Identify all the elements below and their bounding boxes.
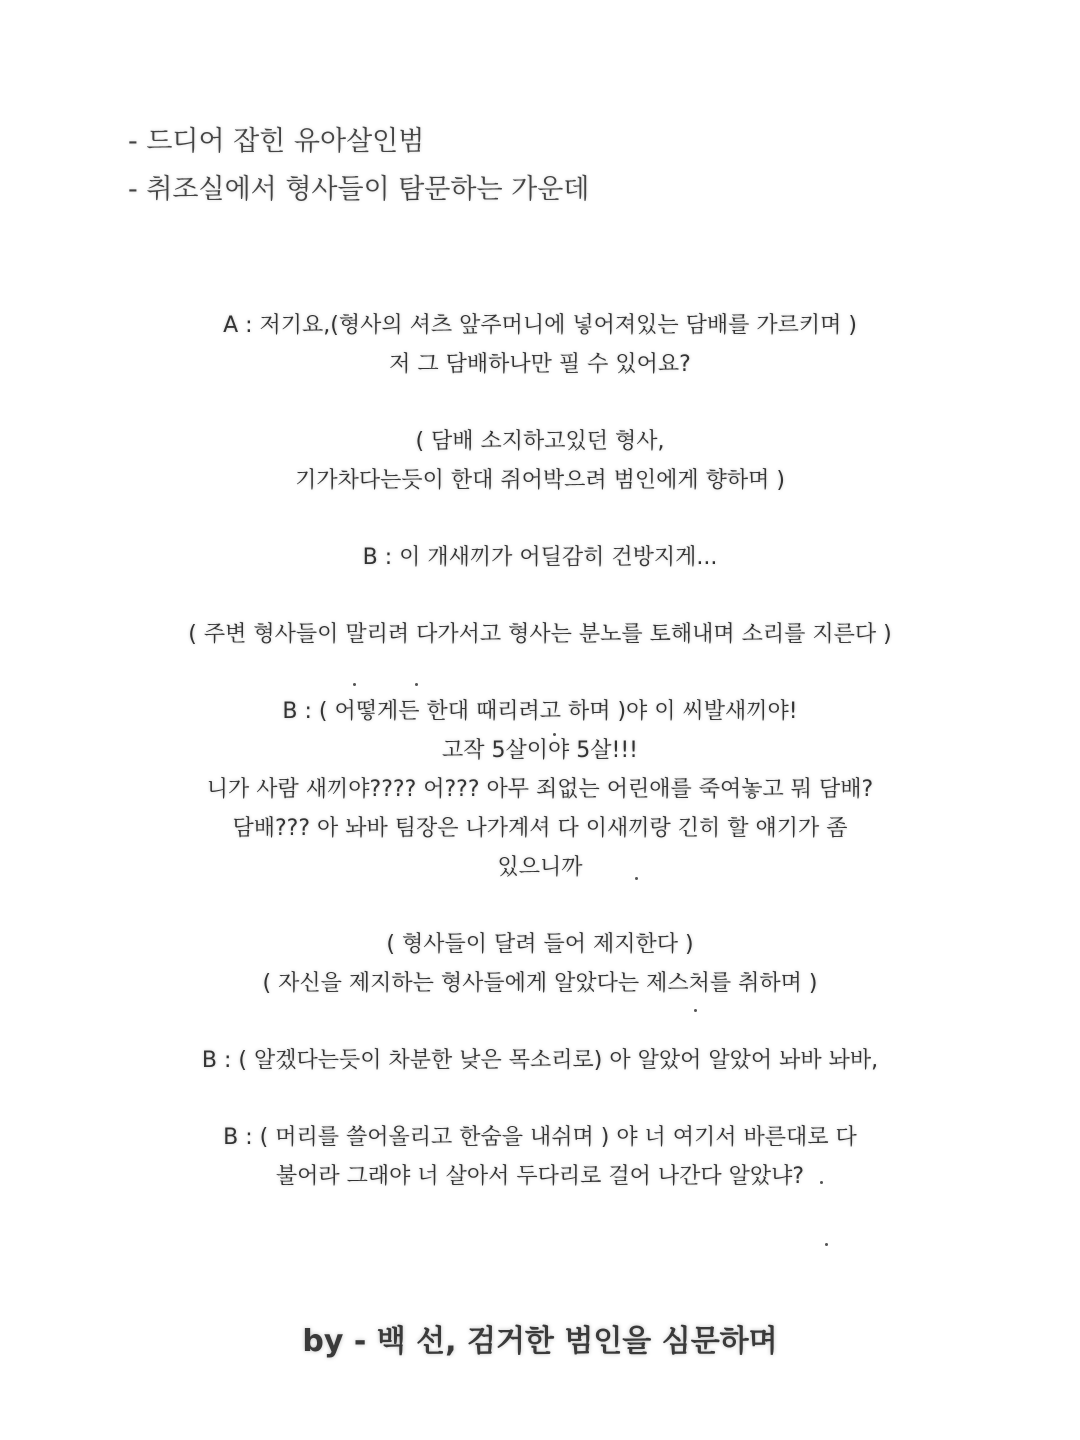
intro-line: - 드디어 잡힌 유아살인범 xyxy=(128,126,425,157)
speck-mark xyxy=(694,1009,697,1012)
dialogue-line: 고작 5살이야 5살!!! xyxy=(442,738,638,763)
stage-direction: ( 형사들이 달려 들어 제지한다 ) xyxy=(386,932,694,957)
dialogue-block xyxy=(60,925,1020,1003)
speck-mark xyxy=(553,733,556,736)
dialogue-script xyxy=(60,306,1020,1196)
signature: by - 백 선, 검거한 범인을 심문하며 xyxy=(302,1324,778,1359)
dialogue-line: B : ( 알겠다는듯이 차분한 낮은 목소리로) 아 알았어 알았어 놔바 놔바, xyxy=(201,1048,879,1073)
stage-direction: ( 담배 소지하고있던 형사, xyxy=(415,429,665,454)
dialogue-line: 담배??? 아 놔바 팀장은 나가계셔 다 이새끼랑 긴히 할 얘기가 좀 xyxy=(232,816,848,841)
dialogue-block xyxy=(60,538,1020,577)
dialogue-line: B : ( 머리를 쓸어올리고 한숨을 내쉬며 ) 야 너 여기서 바른대로 다 xyxy=(223,1125,857,1150)
dialogue-line: B : 이 개새끼가 어딜감히 건방지게... xyxy=(362,545,718,570)
intro-line: - 취조실에서 형사들이 탐문하는 가운데 xyxy=(128,174,590,205)
dialogue-block xyxy=(60,692,1020,887)
dialogue-line: A : 저기요,(형사의 셔츠 앞주머니에 넣어져있는 담배를 가르키며 ) xyxy=(223,313,857,338)
dialogue-block xyxy=(60,306,1020,384)
dialogue-line: 니가 사람 새끼야???? 어??? 아무 죄없는 어린애를 죽여놓고 뭐 담배? xyxy=(206,777,874,802)
intro-notes xyxy=(128,118,948,214)
dialogue-line: B : ( 어떻게든 한대 때리려고 하며 )야 이 씨발새끼야! xyxy=(282,699,798,724)
dialogue-block xyxy=(60,1118,1020,1196)
stage-direction: ( 주변 형사들이 말리려 다가서고 형사는 분노를 토해내며 소리를 지른다 ) xyxy=(188,622,892,647)
speck-mark xyxy=(820,1181,823,1184)
dialogue-block xyxy=(60,1041,1020,1080)
speck-mark xyxy=(635,877,638,880)
dialogue-line: 저 그 담배하나만 필 수 있어요? xyxy=(389,352,691,377)
speck-mark xyxy=(353,683,356,686)
dialogue-line: 있으니까 xyxy=(497,855,583,880)
speck-mark xyxy=(825,1243,828,1246)
dialogue-line: 불어라 그래야 너 살아서 두다리로 걸어 나간다 알았냐? xyxy=(275,1164,805,1189)
dialogue-block xyxy=(60,615,1020,654)
stage-direction: 기가차다는듯이 한대 쥐어박으려 범인에게 향하며 ) xyxy=(295,468,785,493)
dialogue-block xyxy=(60,422,1020,500)
speck-mark xyxy=(415,683,418,686)
stage-direction: ( 자신을 제지하는 형사들에게 알았다는 제스처를 취하며 ) xyxy=(262,971,818,996)
